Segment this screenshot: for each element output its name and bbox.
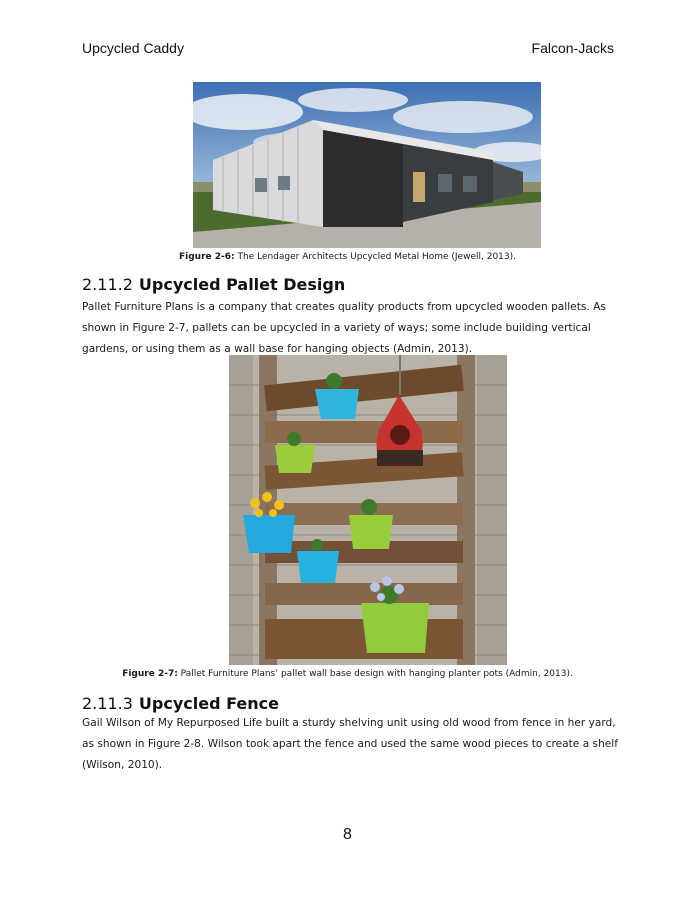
figure-2-7-caption-text: Pallet Furniture Plans’ pallet wall base design with hanging planter pots (Admin, 2013). <box>177 669 573 679</box>
running-header-authors: Falcon-Jacks <box>531 40 614 56</box>
pallet-design-paragraph: Pallet Furniture Plans is a company that creates quality products from upcycled wooden pallets. As shown in Figure 2-7, pallets can be upcycled in a variety of ways; some include building vertical gardens, or using them as a wall base for hanging objects (Admin, 2013). <box>82 301 606 355</box>
figure-2-7-label: Figure 2-7: <box>122 669 178 679</box>
figure-2-6-caption <box>0 252 695 262</box>
section-number: 2.11.2 <box>82 275 133 294</box>
section-heading-pallet-design <box>82 275 345 294</box>
figure-2-7-caption <box>0 669 695 679</box>
figure-2-7-photo <box>229 355 507 665</box>
section-heading-upcycled-fence <box>82 694 279 713</box>
figure-2-6-photo <box>193 82 541 248</box>
page-number: 8 <box>343 826 352 843</box>
figure-2-6-label: Figure 2-6: <box>178 252 235 262</box>
figure-2-6-caption-text: The Lendager Architects Upcycled Metal Home (Jewell, 2013). <box>234 252 516 262</box>
section-title: Upcycled Fence <box>138 694 279 713</box>
section-number: 2.11.3 <box>82 694 133 713</box>
running-header-title: Upcycled Caddy <box>82 40 184 56</box>
upcycled-fence-paragraph: Gail Wilson of My Repurposed Life built a sturdy shelving unit using old wood from fence in her yard, as shown in Figure 2-8. Wilson took apart the fence and used the same wood pieces to create a shelf (Wilson, 2010). <box>82 717 618 771</box>
section-title: Upcycled Pallet Design <box>138 275 346 294</box>
